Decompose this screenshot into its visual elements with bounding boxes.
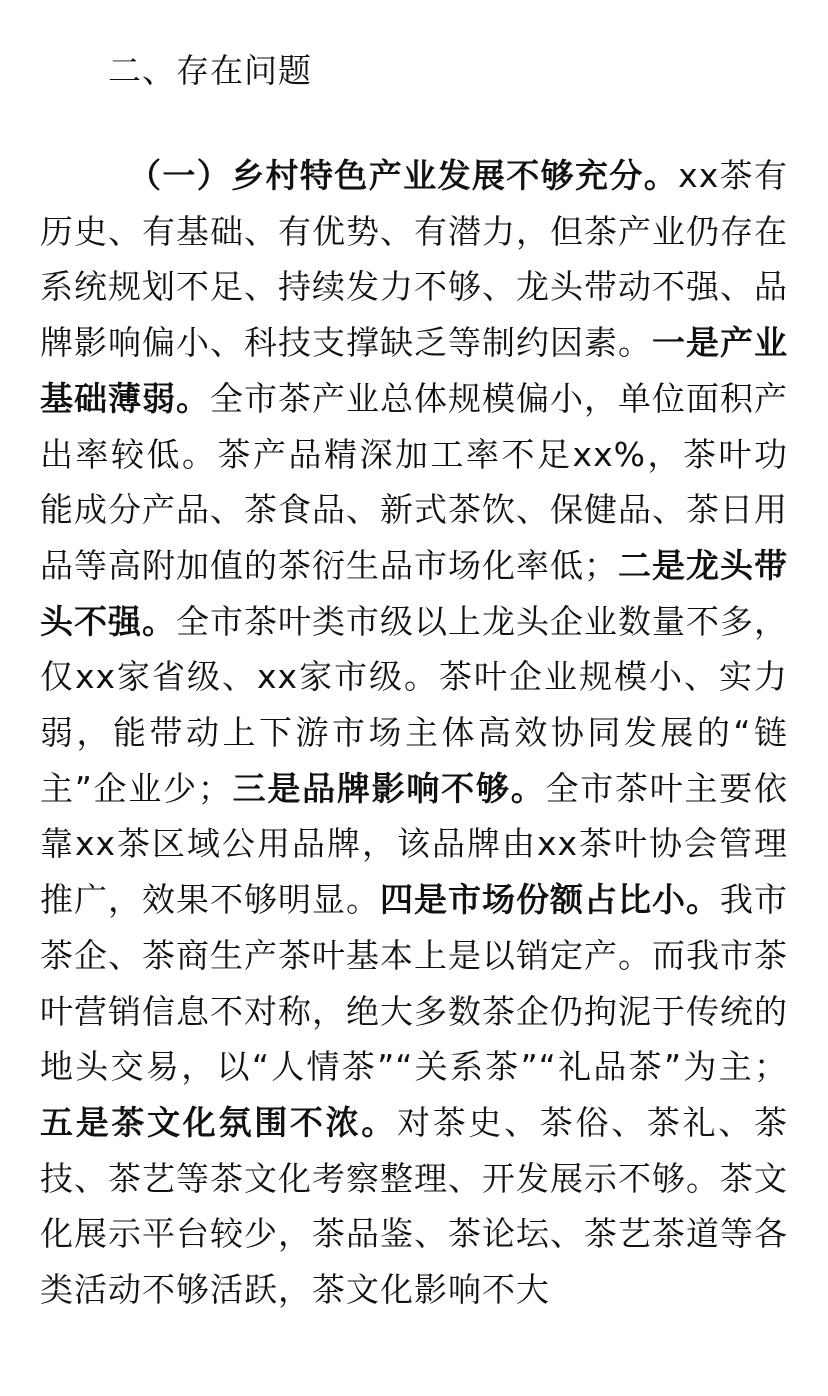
text-run: 我市茶企、茶商生产茶叶基本上是以销定产。而我市茶叶营销信息不对称，绝大多数茶企仍拘泥于传统的地头交易，以“人情茶”“关系茶”“礼品茶”为主；	[40, 880, 788, 1087]
point-title-5: 五是茶文化氛围不浓。	[40, 1102, 397, 1142]
text-run: xx茶有历史、有基础、有优势、有潜力，但茶产业仍存在系统规划不足、持续发力不够、龙头带动不强、品牌影响偏小、科技支撑缺乏等制约因素。	[40, 156, 789, 363]
point-title-2: 二是龙头带头不强。	[40, 545, 788, 641]
text-run: 全市茶叶主要依靠xx茶区域公用品牌，该品牌由xx茶叶协会管理推广，效果不够明显。	[40, 768, 789, 920]
section-heading: 二、存在问题	[108, 51, 312, 90]
body-paragraph	[40, 148, 788, 1318]
text-run: 全市茶产业总体规模偏小，单位面积产出率较低。茶产品精深加工率不足xx%，茶叶功能成分产品、茶食品、新式茶饮、保健品、茶日用品等高附加值的茶衍生品市场化率低；	[40, 378, 788, 585]
text-run: 对茶史、茶俗、茶礼、茶技、茶艺等茶文化考察整理、开发展示不够。茶文化展示平台较少，茶品鉴、茶论坛、茶艺茶道等各类活动不够活跃，茶文化影响不大	[40, 1102, 789, 1310]
subsection-title: （一）乡村特色产业发展不够充分。	[128, 156, 679, 195]
text-run: 全市茶叶类市级以上龙头企业数量不多，仅xx家省级、xx家市级。茶叶企业规模小、实力弱，能带动上下游市场主体高效协同发展的“链主”企业少；	[40, 601, 788, 808]
point-title-1: 一是产业基础薄弱。	[40, 323, 788, 418]
point-title-4: 四是市场份额占比小。	[380, 880, 720, 920]
point-title-3: 三是品牌影响不够。	[231, 768, 546, 808]
